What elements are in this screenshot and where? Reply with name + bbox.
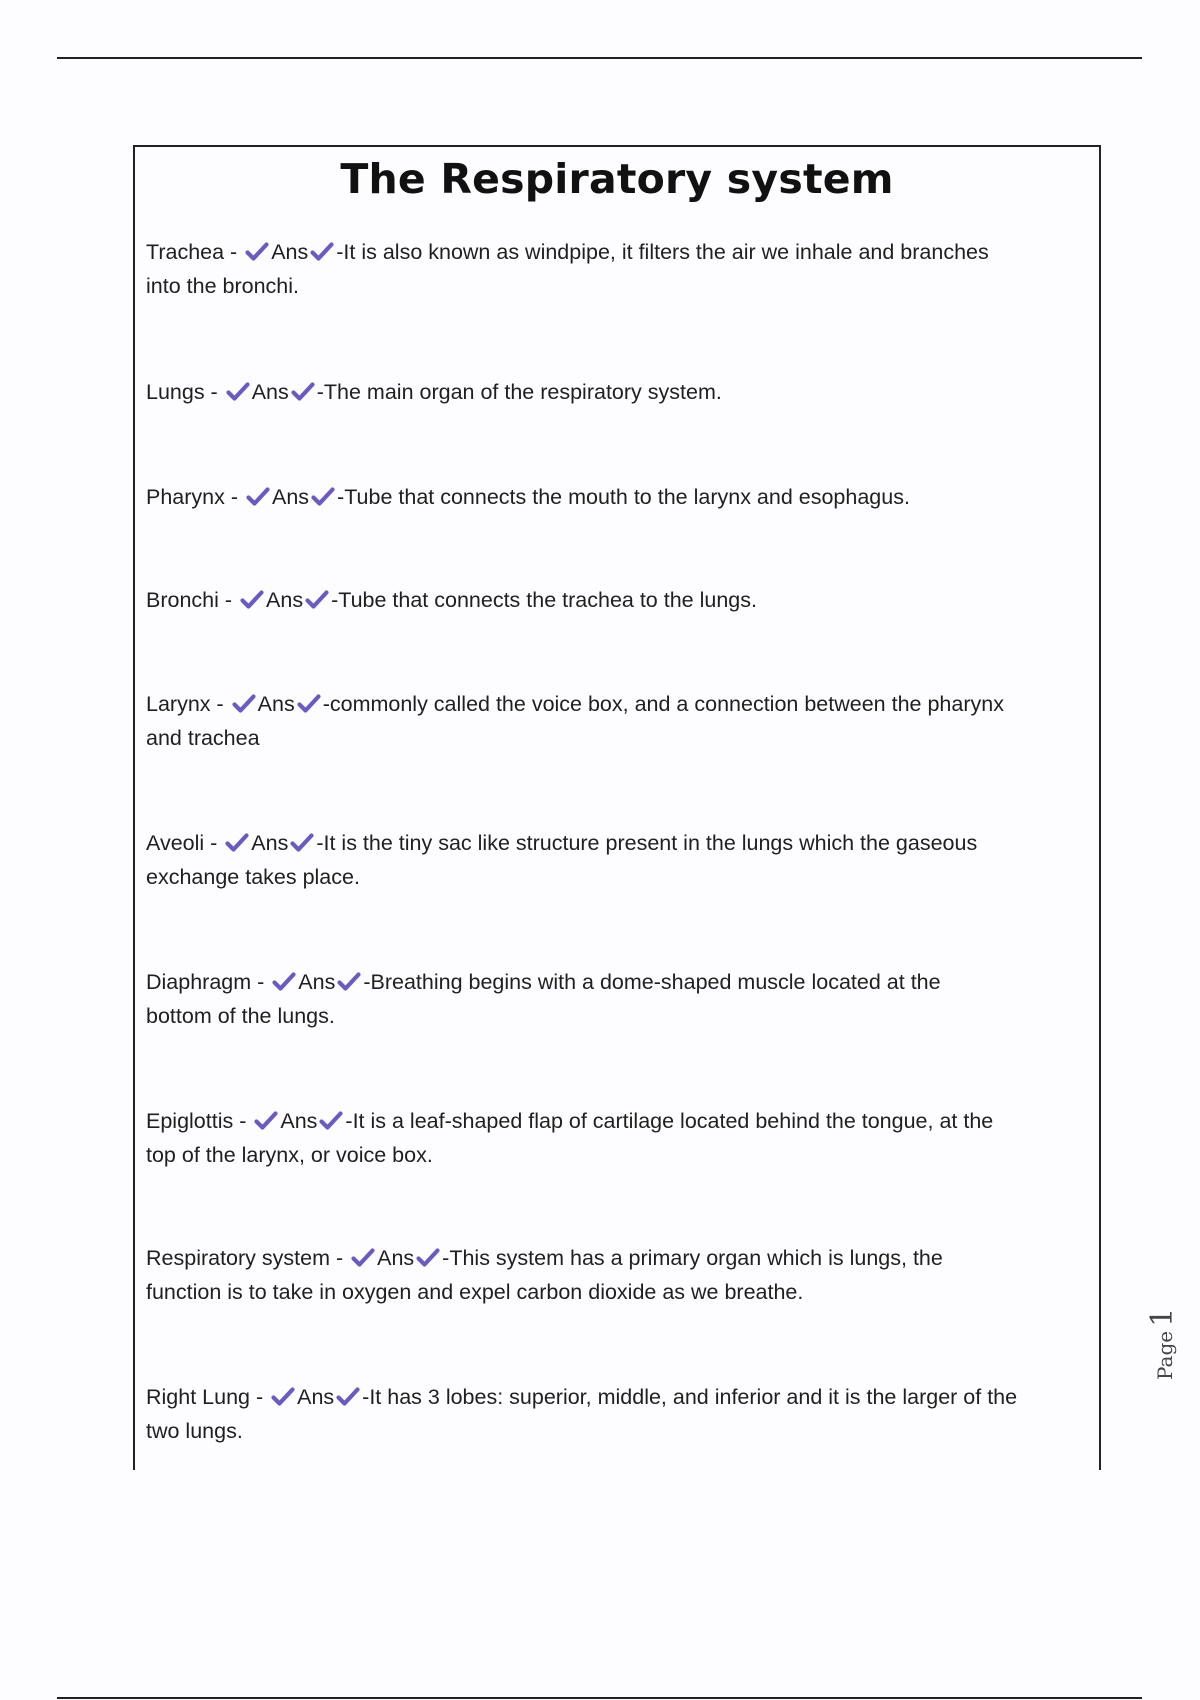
entry-term: Diaphragm - [146, 970, 271, 994]
checkmark-icon [291, 382, 315, 402]
entry-answer-continued: into the bronchi. [146, 274, 299, 298]
page-number [1145, 1308, 1180, 1380]
entry-term: Right Lung - [146, 1385, 270, 1409]
entry-term: Aveoli - [146, 831, 224, 855]
answer-marker: Ans [251, 831, 289, 855]
entry-answer-continued: function is to take in oxygen and expel carbon dioxide as we breathe. [146, 1280, 804, 1304]
entry-answer: -It is also known as windpipe, it filters the air we inhale and branches [336, 240, 989, 264]
checkmark-icon [245, 242, 269, 262]
entry-answer-continued: top of the larynx, or voice box. [146, 1143, 433, 1167]
checkmark-icon [416, 1248, 440, 1268]
checkmark-icon [272, 972, 296, 992]
qa-entry [146, 1241, 1096, 1309]
entry-answer: -It has 3 lobes: superior, middle, and inferior and it is the larger of the [362, 1385, 1018, 1409]
qa-entry [146, 1104, 1096, 1172]
answer-marker: Ans [271, 485, 310, 509]
entry-answer-continued: exchange takes place. [146, 865, 360, 889]
entry-term: Lungs - [146, 380, 224, 404]
checkmark-icon [225, 833, 249, 853]
checkmark-icon [297, 694, 321, 714]
entry-term: Epiglottis - [146, 1109, 253, 1133]
answer-marker: Ans [257, 692, 295, 716]
entry-term: Respiratory system - [146, 1246, 350, 1270]
document-title: The Respiratory system [340, 155, 894, 203]
answer-marker: Ans [377, 1246, 415, 1270]
answer-marker: Ans [266, 588, 304, 612]
page-value: 1 [1145, 1307, 1180, 1327]
checkmark-icon [337, 972, 361, 992]
qa-entry [146, 965, 1096, 1033]
checkmark-icon [351, 1248, 375, 1268]
qa-entry [146, 826, 1096, 894]
checkmark-icon [336, 1387, 360, 1407]
entry-answer: -Tube that connects the mouth to the larynx and esophagus. [337, 485, 910, 509]
entry-term: Trachea - [146, 240, 244, 264]
checkmark-icon [232, 694, 256, 714]
entry-answer: -It is a leaf-shaped flap of cartilage located behind the tongue, at the [345, 1109, 994, 1133]
entry-answer: -It is the tiny sac like structure present in the lungs which the gaseous [316, 831, 978, 855]
header-rule [57, 57, 1142, 59]
content-frame [133, 145, 1101, 1470]
answer-marker: Ans [280, 1109, 318, 1133]
checkmark-icon [226, 382, 250, 402]
entry-term: Pharynx - [146, 485, 244, 509]
qa-entry [146, 583, 1096, 617]
entry-answer: -This system has a primary organ which is lungs, the [442, 1246, 943, 1270]
checkmark-icon [290, 833, 314, 853]
answer-marker: Ans [298, 970, 336, 994]
entry-answer-continued: and trachea [146, 726, 260, 750]
entry-answer-continued: two lungs. [146, 1419, 243, 1443]
checkmark-icon [319, 1111, 343, 1131]
entry-answer: -commonly called the voice box, and a connection between the pharynx [322, 692, 1004, 716]
qa-entry [146, 1380, 1096, 1448]
checkmark-icon [240, 590, 264, 610]
entry-answer: -Tube that connects the trachea to the lungs. [331, 588, 757, 612]
answer-marker: Ans [251, 380, 289, 404]
page-label: Page [1153, 1330, 1177, 1380]
qa-entry [146, 235, 1096, 303]
qa-entry [146, 480, 1096, 514]
entry-answer: -Breathing begins with a dome-shaped muscle located at the [363, 970, 941, 994]
qa-entry [146, 375, 1096, 409]
entry-answer: -The main organ of the respiratory system. [316, 380, 722, 404]
answer-marker: Ans [297, 1385, 335, 1409]
checkmark-icon [254, 1111, 278, 1131]
answer-marker: Ans [271, 240, 309, 264]
entry-term: Bronchi - [146, 588, 239, 612]
footer-rule [57, 1697, 1142, 1699]
checkmark-icon [305, 590, 329, 610]
qa-entry [146, 687, 1096, 755]
entry-term: Larynx - [146, 692, 230, 716]
entry-answer-continued: bottom of the lungs. [146, 1004, 335, 1028]
checkmark-icon [310, 242, 334, 262]
checkmark-icon [246, 487, 270, 507]
checkmark-icon [271, 1387, 295, 1407]
checkmark-icon [311, 487, 335, 507]
